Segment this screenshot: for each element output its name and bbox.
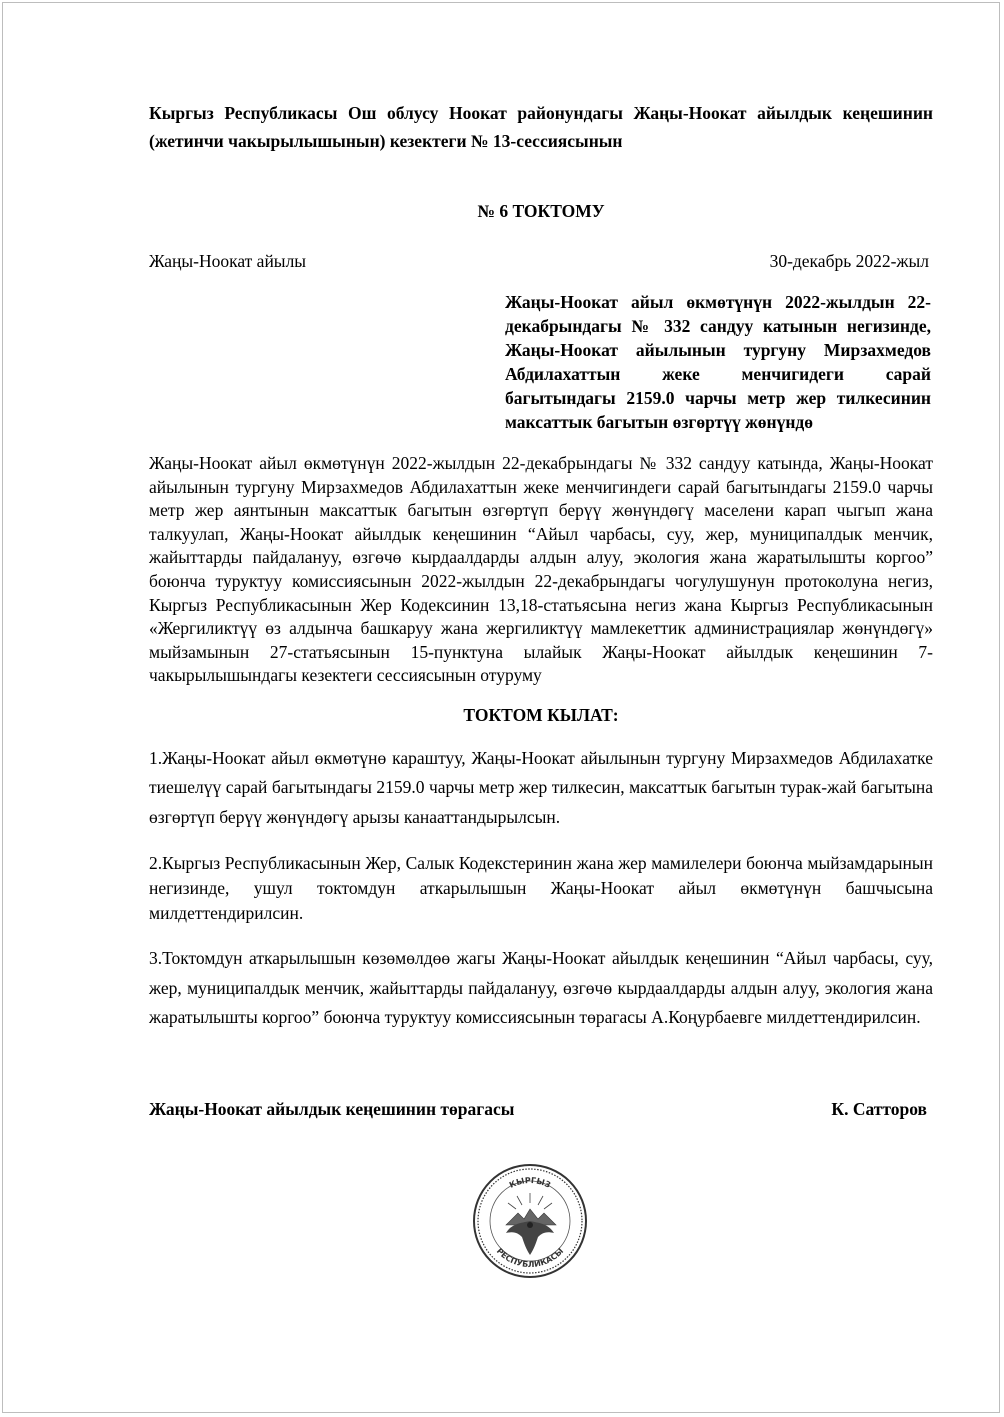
signature-row — [149, 1097, 933, 1121]
document-preamble: Жаңы-Ноокат айыл өкмөтүнүн 2022-жылдын 22-декабрындагы № 332 сандуу катында, Жаңы-Ноокат айылынын тургуну Мирзахмедов Абдилахаттын жеке менчигиндеги сарай багытындагы 2159.0 чарчы метр жер аянтынын максаттык багытын өзгөртүп берүү жөнүндөгү маселени карап чыгып жана талкуулап, Жаңы-Ноокат айылдык кеңешинин “Айыл чарбасы, суу, жер, муниципалдык менчик, жайыттарды пайдалануу, өзгөчө кырдаалдарды алдын алуу, экология жана жаратылышты коргоо” боюнча туруктуу комиссиясынын 2022-жылдын 22-декабрындагы чогулушунун протоколуна негиз, Кыргыз Республикасынын Жер Кодексинин 13,18-статьясына негиз жана Кыргыз Республикасынын «Жергиликтүү өз алдынча башкаруу жана жергиликтүү мамлекеттик администрациялар жөнүндөгү» мыйзамынын 27-статьясынын 15-пунктуна ылайык Жаңы-Ноокат айылдык кеңешинин 7-чакырылышындагы кезектеги сессиясынын отуруму — [149, 453, 933, 686]
seal-text-top: КЫРГЫЗ — [507, 1175, 553, 1190]
decree-point-2: 2.Кыргыз Республикасынын Жер, Салык Кодекстеринин жана жер мамилелери боюнча мыйзамдарынын негизинде, ушул токтомдун аткарылышын Жаңы-Ноокат айыл өкмөтүнүн башчысына милдеттендирилсин. — [149, 853, 933, 924]
document-subject: Жаңы-Ноокат айыл өкмөтүнүн 2022-жылдын 22-декабрындагы № 332 сандуу катынын негизинде, Жаңы-Ноокат айылынын тургуну Мирзахмедов Абдилахаттын жеке менчигидеги сарай багытындагы 2159.0 чарчы метр жер тилкесинин максаттык багытын өзгөртүү жөнүндө — [505, 292, 931, 432]
state-emblem-seal-icon — [472, 1163, 588, 1279]
document-date: 30-декабрь 2022-жыл — [769, 251, 929, 271]
place-date-row — [149, 249, 933, 273]
signature-name: К. Сатторов — [831, 1098, 927, 1119]
document-title: № 6 ТОКТОМУ — [477, 201, 605, 221]
decree-point-1: 1.Жаңы-Ноокат айыл өкмөтүнө караштуу, Жаңы-Ноокат айылынын тургуну Мирзахмедов Абдилахатке тиешелүү сарай багытындагы 2159.0 чарчы метр жер тилкесин, максаттык багытын турак-жай багытына өзгөртүп берүү жөнүндөгү арызы канааттандырылсын. — [149, 747, 933, 827]
decree-heading: ТОКТОМ КЫЛАТ: — [463, 704, 619, 725]
document-page — [2, 2, 1000, 1413]
seal-text-bottom: РЕСПУБЛИКАСЫ — [494, 1246, 566, 1270]
decree-point-3: 3.Токтомдун аткарылышын көзөмөлдөө жагы Жаңы-Ноокат айылдык кеңешинин “Айыл чарбасы, суу, жер, муниципалдык менчик, жайыттарды пайдалануу, өзгөчө кырдаалдарды алдын алуу, экология жана жаратылышты коргоо” боюнча туруктуу комиссиясынын төрагасы А.Коңурбаевге милдеттендирилсин. — [149, 948, 933, 1028]
signature-role: Жаңы-Ноокат айылдык кеңешинин төрагасы — [149, 1098, 515, 1119]
svg-text:КЫРГЫЗ — [508, 1176, 552, 1190]
document-heading: Кыргыз Республикасы Ош облусу Ноокат районундагы Жаңы-Ноокат айылдык кеңешинин (жетинчи чакырылышынын) кезектеги № 13-сессиясынын — [149, 103, 933, 151]
document-place: Жаңы-Ноокат айылы — [149, 251, 307, 271]
document-body — [149, 99, 933, 1121]
